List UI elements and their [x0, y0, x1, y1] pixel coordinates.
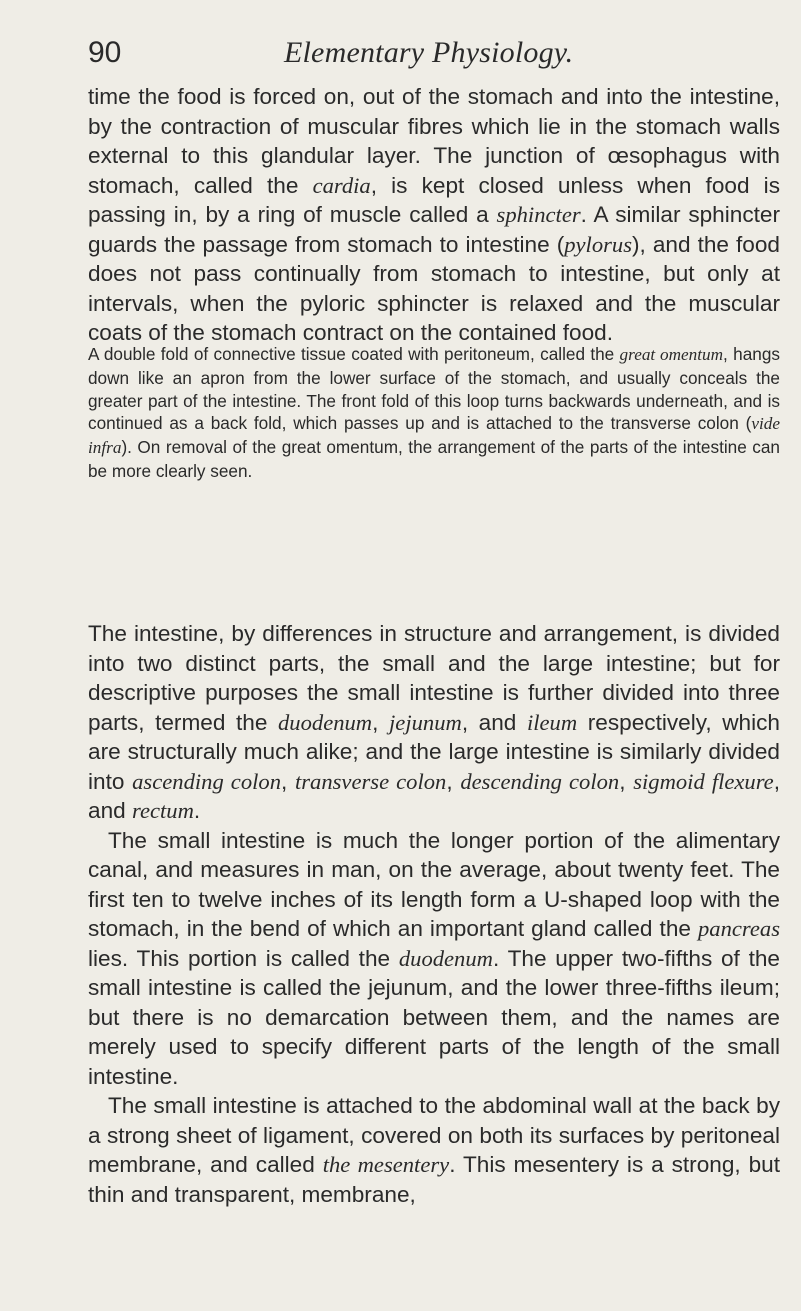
text-run: . This mesentery is a strong, but thin and transparent, membrane,: [88, 1152, 780, 1207]
text-run: . A similar sphincter guards the passage from stomach to intestine (: [88, 202, 780, 257]
italic-term: the mesentery: [322, 1152, 450, 1177]
italic-term: descending colon: [460, 768, 620, 794]
italic-term: jejunum: [389, 709, 462, 735]
paragraph: [88, 343, 780, 483]
small-print-paragraph: [88, 343, 780, 483]
text-run: The intestine, by differences in structure and arrangement, is divided into two distinct parts, the small and the large intestine; but for descriptive purposes the small intestine is further divided into three parts, termed the: [88, 621, 780, 735]
text-run: The small intestine is much the longer portion of the alimentary canal, and measures in man, on the average, about twenty feet. The first ten to twelve inches of its length form a U-shaped loop with the stomach, in the bend of which an important gland called the: [88, 827, 780, 941]
text-run: , and: [88, 768, 780, 823]
italic-term: ascending colon: [132, 768, 281, 794]
italic-term: great omentum: [619, 345, 724, 364]
text-run: .: [193, 798, 201, 823]
italic-term: vide infra: [88, 414, 780, 458]
italic-term: ileum: [526, 709, 578, 735]
italic-term: cardia: [312, 172, 371, 198]
italic-term: sigmoid flexure: [633, 768, 774, 794]
italic-term: pylorus: [564, 231, 633, 257]
text-run: ), and the food does not pass continually from stomach to intestine, but only at intervals, when the pyloric sphincter is relaxed and the muscular coats of the stomach contract on the contained food.: [88, 231, 780, 345]
paragraph: [88, 82, 780, 348]
text-run: . The upper two-fifths of the small intestine is called the jejunum, and the lower three-fifths ileum; but there is no demarcation between them, and the names are merely used to specify different parts of the length of the small intestine.: [88, 945, 780, 1089]
italic-term: sphincter: [496, 202, 581, 227]
italic-term: transverse colon: [294, 768, 447, 794]
italic-term: pancreas: [698, 916, 780, 941]
text-run: time the food is forced on, out of the stomach and into the intestine, by the contraction of muscular fibres which lie in the stomach walls external to this glandular layer. The junction of œsophagus with stomach, called the: [88, 84, 780, 198]
text-run: lies. This portion is called the: [88, 945, 399, 971]
text-run: , hangs down like an apron from the lower surface of the stomach, and usually conceals the greater part of the intestine. The front fold of this loop turns backwards underneath, and is continued as a back fold, which passes up and is attached to the transverse colon (: [88, 344, 780, 434]
text-run: respectively, which are structurally much alike; and the large intestine is similarly divided into: [88, 709, 780, 794]
paragraph: [88, 826, 780, 1092]
text-run: ,: [619, 768, 634, 794]
paragraph: [88, 619, 780, 826]
text-run: ,: [446, 768, 461, 794]
paragraph: [88, 1091, 780, 1209]
paragraph-block-1: [88, 82, 780, 348]
text-run: , and: [461, 709, 527, 735]
text-run: ). On removal of the great omentum, the arrangement of the parts of the intestine can be more clearly seen.: [88, 437, 780, 481]
text-run: , is kept closed unless when food is passing in, by a ring of muscle called a: [88, 172, 780, 227]
text-run: A double fold of connective tissue coated with peritoneum, called the: [88, 344, 620, 364]
page-header: [88, 36, 788, 80]
text-run: The small intestine is attached to the abdominal wall at the back by a strong sheet of ligament, covered on both its surfaces by peritoneal membrane, and called: [88, 1093, 780, 1177]
italic-term: duodenum: [398, 945, 493, 971]
running-title: Elementary Physiology.: [284, 36, 574, 69]
text-run: ,: [372, 709, 390, 735]
italic-term: rectum: [131, 798, 194, 823]
page-number: 90: [88, 36, 122, 69]
paragraph-block-2: [88, 619, 780, 1209]
text-run: ,: [281, 768, 295, 794]
italic-term: duodenum: [278, 709, 373, 735]
